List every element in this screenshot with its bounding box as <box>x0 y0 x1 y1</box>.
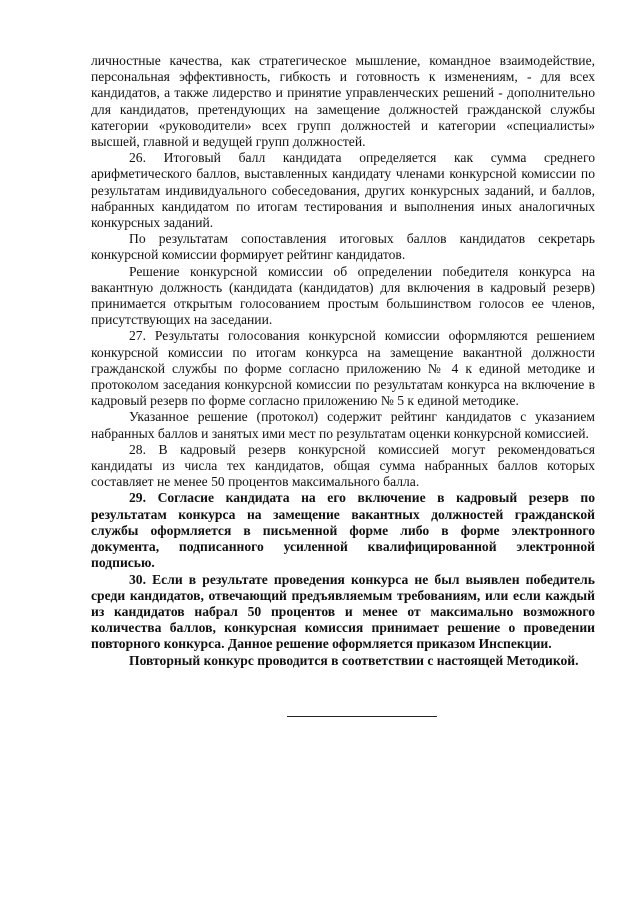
paragraph-26-decision: Решение конкурсной комиссии об определении победителя конкурса на вакантную должность (кандидата (кандидатов) для включения в кадровый резерв) принимается открытым голосованием простым большинством голосов ее членов, присутствующих на заседании. <box>91 263 595 328</box>
paragraph-27: 27. Результаты голосования конкурсной комиссии оформляются решением конкурсной комиссии по итогам конкурса на замещение вакантной должности гражданской службы по форме согласно приложению № 4 к единой методике и протоколом заседания конкурсной комиссии по результатам конкурса на включение в кадровый резерв по форме согласно приложению № 5 к единой методике. <box>91 328 595 409</box>
paragraph-continuation: личностные качества, как стратегическое мышление, командное взаимодействие, персональная эффективность, гибкость и готовность к изменениям, - для всех кандидатов, а также лидерство и принятие управленческих решений - дополнительно для кандидатов, претендующих на замещение должностей гражданской службы категории «руководители» всех групп должностей и категории «специалисты» высшей, главной и ведущей групп должностей. <box>91 53 595 150</box>
paragraph-28: 28. В кадровый резерв конкурсной комиссией могут рекомендоваться кандидаты из числа тех кандидатов, общая сумма набранных баллов которых составляет не менее 50 процентов максимального балла. <box>91 441 595 490</box>
paragraph-29: 29. Согласие кандидата на его включение в кадровый резерв по результатам конкурса на замещение вакантных должностей гражданской службы оформляется в письменной форме либо в форме электронного документа, подписанного усиленной квалифицированной электронной подписью. <box>91 490 595 571</box>
paragraph-30: 30. Если в результате проведения конкурса не был выявлен победитель среди кандидатов, отвечающий предъявляемым требованиям, или если каждый из кандидатов набрал 50 процентов и менее от максимально возможного количества баллов, конкурсная комиссия принимает решение о проведении повторного конкурса. Данное решение оформляется приказом Инспекции. <box>91 571 595 652</box>
paragraph-26-rating: По результатам сопоставления итоговых баллов кандидатов секретарь конкурсной комиссии формирует рейтинг кандидатов. <box>91 231 595 263</box>
end-of-document-rule <box>287 716 437 717</box>
paragraph-26: 26. Итоговый балл кандидата определяется как сумма среднего арифметического баллов, выставленных кандидату членами конкурсной комиссии по результатам индивидуального собеседования, других конкурсных заданий, и баллов, набранных кандидатом по итогам тестирования и выполнения иных аналогичных конкурсных заданий. <box>91 150 595 231</box>
paragraph-27-protocol: Указанное решение (протокол) содержит рейтинг кандидатов с указанием набранных баллов и занятых ими мест по результатам оценки конкурсной комиссией. <box>91 409 595 441</box>
paragraph-30-repeat: Повторный конкурс проводится в соответствии с настоящей Методикой. <box>129 652 579 668</box>
document-body <box>91 53 595 669</box>
